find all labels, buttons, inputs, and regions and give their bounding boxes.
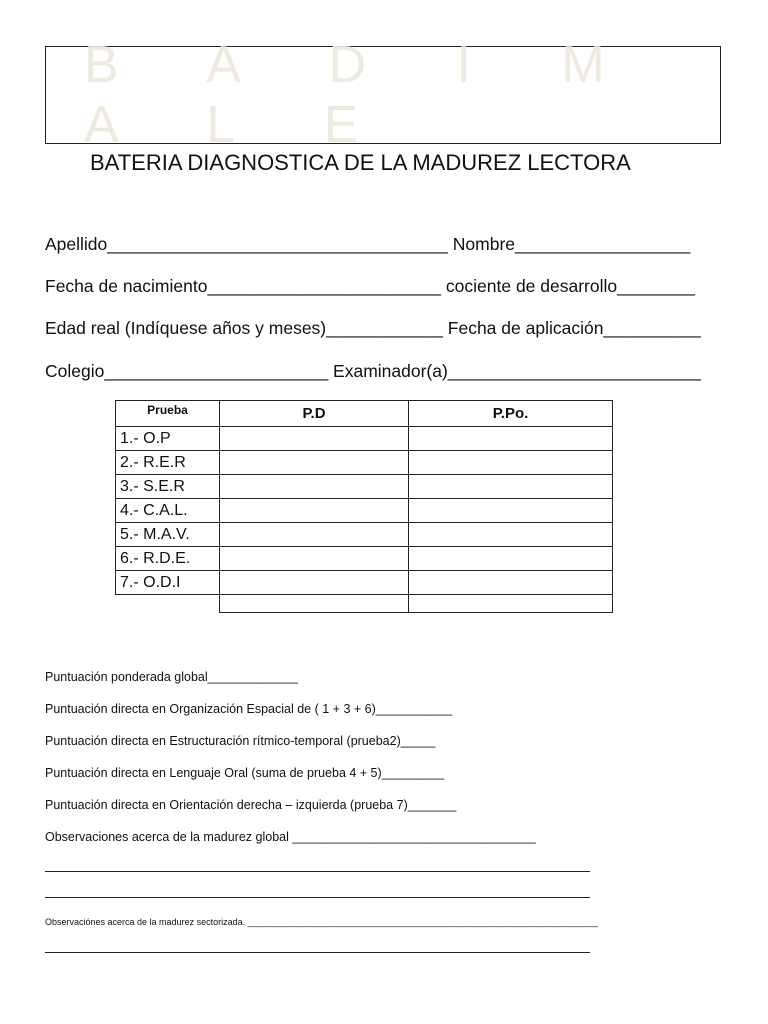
- header-ppo: P.Po.: [409, 401, 613, 427]
- header-pd: P.D: [220, 401, 409, 427]
- ppo-total-cell[interactable]: [409, 595, 613, 613]
- ppo-cell[interactable]: [409, 475, 613, 499]
- row-label: 1.- O.P: [116, 427, 220, 451]
- field-apellido-nombre[interactable]: Apellido___________________________________ Nombre__________________: [45, 234, 691, 254]
- observation-line[interactable]: [45, 871, 590, 872]
- puntuacion-ponderada-global[interactable]: Puntuación ponderada global_____________: [45, 670, 299, 684]
- observation-line[interactable]: [45, 952, 590, 953]
- pd-cell[interactable]: [220, 451, 409, 475]
- total-label-cell: [116, 595, 220, 613]
- pd-cell[interactable]: [220, 523, 409, 547]
- field-colegio-examinador[interactable]: Colegio_______________________ Examinador(a)__________________________: [45, 361, 701, 381]
- ppo-cell[interactable]: [409, 547, 613, 571]
- header-prueba: Prueba: [116, 401, 220, 427]
- ppo-cell[interactable]: [409, 427, 613, 451]
- table-row: [116, 451, 613, 475]
- ppo-cell[interactable]: [409, 499, 613, 523]
- puntuacion-estructuracion-ritmico[interactable]: Puntuación directa en Estructuración rítmico-temporal (prueba2)_____: [45, 734, 436, 748]
- puntuacion-orientacion[interactable]: Puntuación directa en Orientación derecha – izquierda (prueba 7)_______: [45, 798, 457, 812]
- scores-table: [115, 400, 613, 613]
- document-title: BATERIA DIAGNOSTICA DE LA MADUREZ LECTORA: [90, 150, 631, 175]
- ppo-cell[interactable]: [409, 523, 613, 547]
- field-fecha-nacimiento-cociente[interactable]: Fecha de nacimiento________________________ cociente de desarrollo________: [45, 276, 695, 296]
- row-label: 7.- O.D.I: [116, 571, 220, 595]
- pd-cell[interactable]: [220, 547, 409, 571]
- pd-total-cell[interactable]: [220, 595, 409, 613]
- field-edad-fecha-aplicacion[interactable]: Edad real (Indíquese años y meses)____________ Fecha de aplicación__________: [45, 318, 701, 338]
- observaciones-madurez-sectorizada[interactable]: Observaciónes acerca de la madurez sectorizada. ______________________________________________________________________: [45, 917, 598, 927]
- ppo-cell[interactable]: [409, 571, 613, 595]
- row-label: 5.- M.A.V.: [116, 523, 220, 547]
- table-row: [116, 523, 613, 547]
- puntuacion-organizacion-espacial[interactable]: Puntuación directa en Organización Espacial de ( 1 + 3 + 6)___________: [45, 702, 453, 716]
- table-row: [116, 427, 613, 451]
- table-row: [116, 499, 613, 523]
- row-label: 6.- R.D.E.: [116, 547, 220, 571]
- pd-cell[interactable]: [220, 571, 409, 595]
- pd-cell[interactable]: [220, 427, 409, 451]
- observation-line[interactable]: [45, 897, 590, 898]
- table-header-row: [116, 401, 613, 427]
- ppo-cell[interactable]: [409, 451, 613, 475]
- row-label: 3.- S.E.R: [116, 475, 220, 499]
- puntuacion-lenguaje-oral[interactable]: Puntuación directa en Lenguaje Oral (suma de prueba 4 + 5)_________: [45, 766, 445, 780]
- table-row: [116, 475, 613, 499]
- title-banner: [45, 36, 721, 154]
- row-label: 2.- R.E.R: [116, 451, 220, 475]
- row-label: 4.- C.A.L.: [116, 499, 220, 523]
- banner-watermark-text: B A D I M A L E: [84, 36, 643, 154]
- table-row: [116, 547, 613, 571]
- pd-cell[interactable]: [220, 499, 409, 523]
- pd-cell[interactable]: [220, 475, 409, 499]
- observaciones-madurez-global[interactable]: Observaciones acerca de la madurez global ___________________________________: [45, 830, 536, 844]
- table-total-row: [116, 595, 613, 613]
- table-row: [116, 571, 613, 595]
